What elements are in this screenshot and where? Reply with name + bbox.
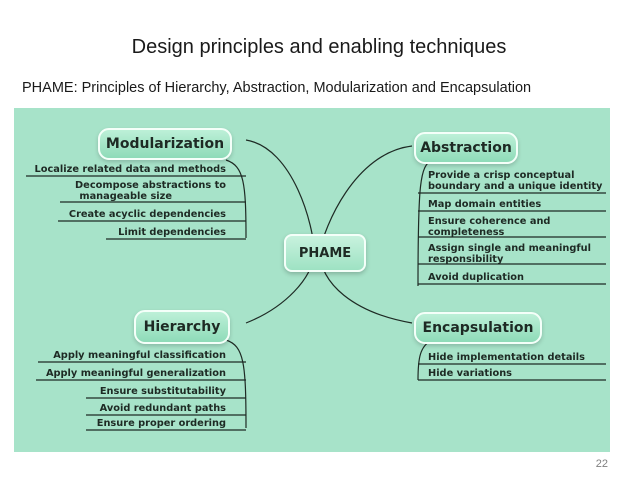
- modularization-item: Decompose abstractions to: [75, 180, 226, 191]
- abstraction-item: Provide a crisp conceptual: [428, 170, 575, 181]
- modularization-node: Modularization: [98, 128, 232, 160]
- abstraction-item: Avoid duplication: [428, 272, 525, 283]
- modularization-item: manageable size: [79, 191, 172, 202]
- hierarchy-item: Avoid redundant paths: [99, 403, 226, 414]
- encapsulation-item: Hide implementation details: [428, 352, 585, 363]
- hierarchy-node: Hierarchy: [134, 310, 230, 344]
- slide-subtitle: PHAME: Principles of Hierarchy, Abstraction, Modularization and Encapsulation: [22, 80, 532, 96]
- abstraction-item: Ensure coherence and: [428, 216, 551, 227]
- slide-title: Design principles and enabling techniques: [131, 36, 507, 58]
- page-number: 22: [595, 458, 608, 470]
- phame-center-node: PHAME: [284, 234, 366, 272]
- encapsulation-node: Encapsulation: [414, 312, 542, 344]
- modularization-item: Create acyclic dependencies: [68, 209, 226, 220]
- modularization-item: Localize related data and methods: [34, 164, 226, 175]
- hierarchy-item: Ensure proper ordering: [96, 418, 226, 429]
- abstraction-item: boundary and a unique identity: [428, 181, 603, 192]
- encapsulation-item: Hide variations: [428, 368, 513, 379]
- abstraction-item: Assign single and meaningful: [428, 243, 591, 254]
- abstraction-node: Abstraction: [414, 132, 518, 164]
- abstraction-item: responsibility: [428, 254, 504, 265]
- hierarchy-item: Ensure substitutability: [99, 386, 226, 397]
- abstraction-item: Map domain entities: [428, 199, 542, 210]
- abstraction-item: completeness: [428, 227, 505, 238]
- modularization-item: Limit dependencies: [118, 227, 226, 238]
- phame-mindmap: [14, 108, 610, 452]
- hierarchy-item: Apply meaningful classification: [53, 350, 226, 361]
- hierarchy-item: Apply meaningful generalization: [45, 368, 226, 379]
